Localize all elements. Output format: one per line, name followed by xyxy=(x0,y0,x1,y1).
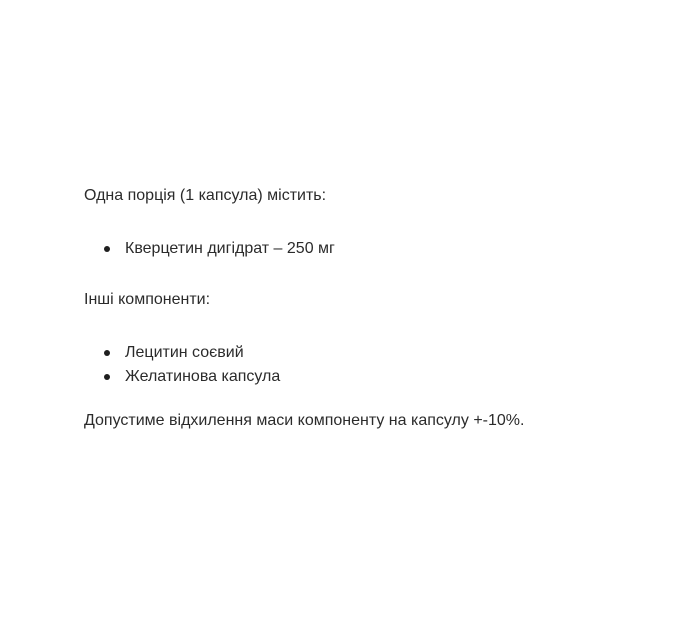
other-components-heading: Інші компоненти: xyxy=(84,291,211,308)
ingredient-text: Кверцетин дигідрат – 250 мг xyxy=(125,240,335,257)
composition-section xyxy=(84,184,644,433)
list-item xyxy=(84,341,644,365)
bullet-icon xyxy=(104,374,110,380)
ingredient-text: Желатинова капсула xyxy=(125,368,281,385)
other-ingredients-list xyxy=(84,341,644,389)
serving-heading: Одна порція (1 капсула) містить: xyxy=(84,187,327,204)
tolerance-note: Допустиме відхилення маси компоненту на капсулу +-10%. xyxy=(84,412,525,429)
bullet-icon xyxy=(104,350,110,356)
bullet-icon xyxy=(104,246,110,252)
list-item xyxy=(84,237,644,261)
list-item xyxy=(84,365,644,389)
active-ingredients-list xyxy=(84,237,644,261)
ingredient-text: Лецитин соєвий xyxy=(125,344,244,361)
